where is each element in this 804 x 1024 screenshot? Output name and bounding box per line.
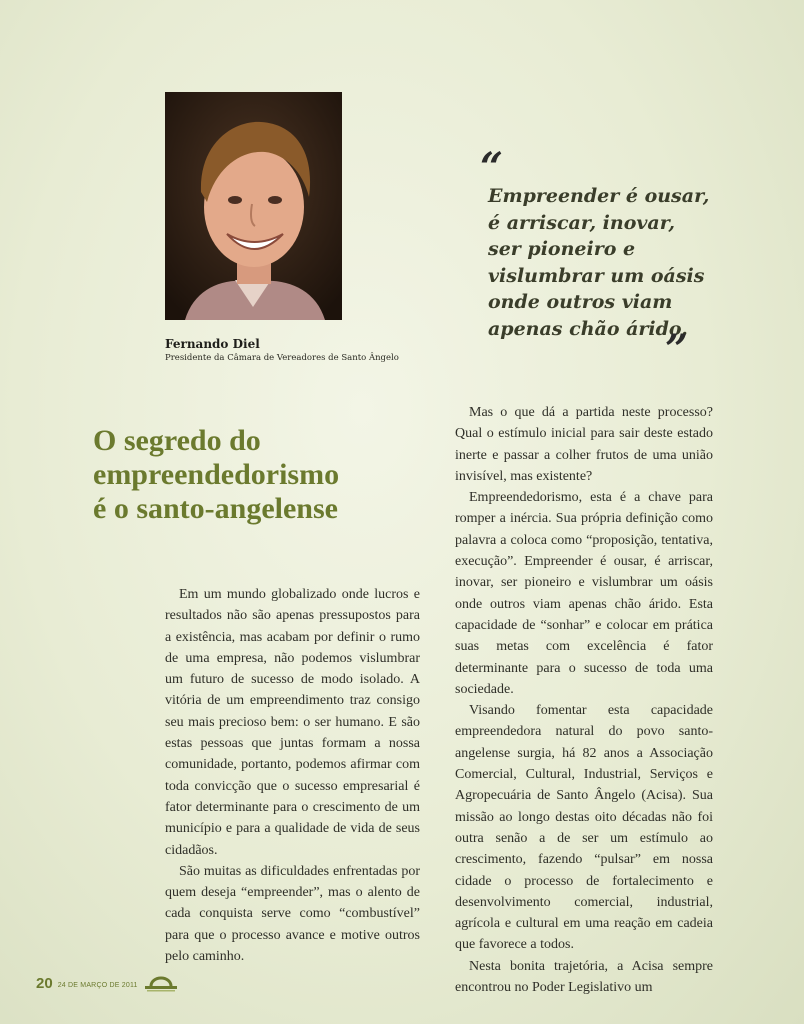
page-number: 20 — [36, 975, 53, 992]
article-paragraph: Nesta bonita trajetória, a Acisa sempre encontrou no Poder Legislativo um — [455, 958, 713, 996]
headline-line: O segredo do — [93, 424, 261, 457]
photo-caption-role: Presidente da Câmara de Vereadores de Santo Ângelo — [165, 353, 399, 363]
acisa-logo-icon — [143, 974, 179, 992]
page-footer — [36, 972, 179, 992]
quote-open-mark: “ — [480, 144, 504, 191]
article-paragraph: Visando fomentar esta capacidade empreendedora natural do povo santo-angelense surgia, há 82 anos a Associação Comercial, Cultural, Industrial, Serviços e Agropecuária de Santo Ângelo (Acisa). Sua missão ao longo destas oito décadas não foi outra senão a de ser um estímulo ao crescimento, fazendo “pulsar” em nossa cidade o processo de fortalecimento e desenvolvimento comercial, industrial, agrícola e cultural em uma reação em cadeia que favorece a todos. — [455, 703, 713, 953]
pull-quote-line: Empreender é ousar, — [488, 185, 710, 207]
photo-caption-name: Fernando Diel — [165, 337, 260, 351]
article-column-right — [455, 402, 713, 998]
article-paragraph: Empreendedorismo, esta é a chave para romper a inércia. Sua própria definição como palavra a coloca como “proposição, tentativa, execução”. Empreender é ousar, é arriscar, inovar, ser pioneiro e vislumbrar um oásis onde outros viam apenas chão árido. Esta capacidade de “sonhar” e colocar em prática suas metas com excelência é fator determinante para o sucesso de toda uma sociedade. — [455, 490, 713, 697]
issue-date: 24 DE MARÇO DE 2011 — [57, 982, 138, 989]
quote-close-mark: ” — [665, 326, 689, 373]
pull-quote-line: ser pioneiro e — [488, 238, 636, 260]
portrait-image — [165, 92, 342, 320]
pull-quote — [488, 183, 708, 342]
article-paragraph: São muitas as dificuldades enfrentadas por quem deseja “empreender”, mas o alento de cada conquista serve como “combustível” para que o processo avance e motive outros pelo caminho. — [165, 863, 420, 965]
article-column-left — [165, 584, 420, 967]
article-paragraph: Mas o que dá a partida neste processo? Qual o estímulo inicial para sair deste estado inerte e passar a colher frutos de uma união invisível, mas existente? — [455, 405, 713, 484]
pull-quote-line: vislumbrar um oásis — [488, 264, 705, 287]
pull-quote-line: onde outros viam — [488, 291, 673, 313]
headline-line: empreendedorismo — [93, 458, 340, 491]
article-paragraph: Em um mundo globalizado onde lucros e resultados não são apenas pressupostos para a existência, mas acabam por definir o rumo de uma empresa, não podemos vislumbrar um futuro de sucesso de modo isolado. A vitória de um empreendimento traz consigo seu mais precioso bem: o ser humano. E são estas pessoas que juntas formam a nossa comunidade, portanto, podemos afirmar com toda convicção que o sucesso empresarial é fator determinante para o crescimento de um município e para a qualidade de vida de seus cidadãos. — [165, 587, 420, 858]
article-headline — [93, 424, 423, 526]
portrait-photo — [165, 92, 342, 320]
headline-line: é o santo-angelense — [93, 492, 338, 525]
pull-quote-line: apenas chão árido. — [488, 317, 688, 340]
pull-quote-line: é arriscar, inovar, — [488, 211, 675, 234]
